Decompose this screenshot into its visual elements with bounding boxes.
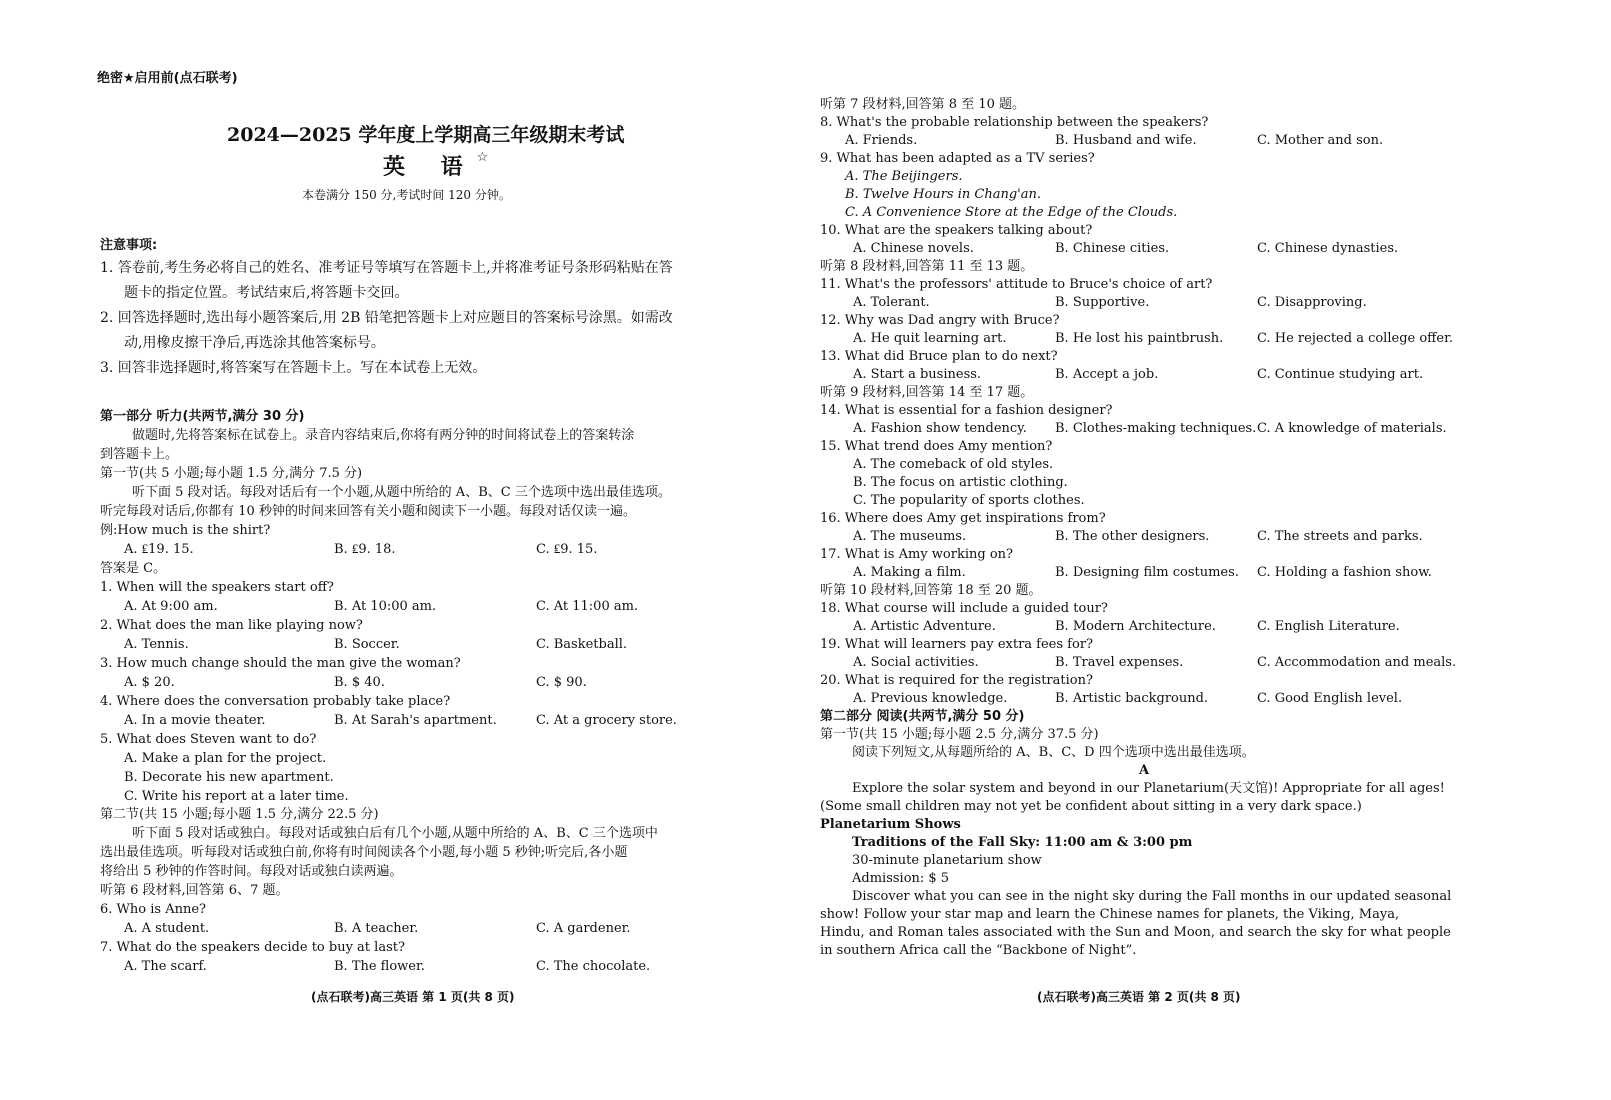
q18-option-c: C. English Literature. xyxy=(1257,619,1400,634)
notes-heading: 注意事项: xyxy=(100,238,158,253)
show-text-3: Hindu, and Roman tales associated with the Sun and Moon, and search the sky for what people xyxy=(820,925,1451,940)
passage-letter: A xyxy=(1139,763,1150,778)
section2-heading: 第二节(共 15 小题;每小题 1.5 分,满分 22.5 分) xyxy=(100,807,379,822)
note-1: 1. 答卷前,考生务必将自己的姓名、准考证号等填写在答题卡上,并将准考证号条形码粘贴在答 xyxy=(100,260,673,276)
question-12: 12. Why was Dad angry with Bruce? xyxy=(820,313,1060,328)
question-2: 2. What does the man like playing now? xyxy=(100,618,363,633)
q8-option-b: B. Husband and wife. xyxy=(1055,133,1197,148)
material-6-heading: 听第 6 段材料,回答第 6、7 题。 xyxy=(100,883,289,898)
q1-option-b: B. At 10:00 am. xyxy=(334,599,437,614)
subject-mark: ☆ xyxy=(476,150,489,165)
q3-option-c: C. $ 90. xyxy=(536,675,587,690)
part1-intro-1: 做题时,先将答案标在试卷上。录音内容结束后,你将有两分钟的时间将试卷上的答案转涂 xyxy=(132,428,635,443)
question-18: 18. What course will include a guided tour? xyxy=(820,601,1108,616)
q10-option-a: A. Chinese novels. xyxy=(853,241,974,256)
shows-heading: Planetarium Shows xyxy=(820,817,961,832)
question-8: 8. What's the probable relationship between the speakers? xyxy=(820,115,1209,130)
q9-option-a: A. The Beijingers. xyxy=(845,169,963,184)
q10-option-c: C. Chinese dynasties. xyxy=(1257,241,1399,256)
question-16: 16. Where does Amy get inspirations from? xyxy=(820,511,1106,526)
q5-option-c: C. Write his report at a later time. xyxy=(124,789,349,804)
exam-title: 2024—2025 学年度上学期高三年级期末考试 xyxy=(227,124,625,146)
passage-intro-1: Explore the solar system and beyond in our Planetarium(天文馆)! Appropriate for all ages! xyxy=(852,781,1445,796)
q17-option-b: B. Designing film costumes. xyxy=(1055,565,1239,580)
page-2-footer: (点石联考)高三英语 第 2 页(共 8 页) xyxy=(1037,990,1241,1004)
q15-option-a: A. The comeback of old styles. xyxy=(853,457,1054,472)
q16-option-b: B. The other designers. xyxy=(1055,529,1210,544)
q11-option-c: C. Disapproving. xyxy=(1257,295,1367,310)
material-8-heading: 听第 8 段材料,回答第 11 至 13 题。 xyxy=(820,259,1034,274)
part2-heading: 第二部分 阅读(共两节,满分 50 分) xyxy=(820,709,1025,724)
question-14: 14. What is essential for a fashion designer? xyxy=(820,403,1113,418)
q3-option-b: B. $ 40. xyxy=(334,675,385,690)
note-2: 2. 回答选择题时,选出每小题答案后,用 2B 铅笔把答题卡上对应题目的答案标号涂黑。如需改 xyxy=(100,310,673,326)
q14-option-a: A. Fashion show tendency. xyxy=(853,421,1027,436)
q7-option-c: C. The chocolate. xyxy=(536,959,651,974)
q12-option-b: B. He lost his paintbrush. xyxy=(1055,331,1224,346)
page-2 xyxy=(800,0,1611,1100)
note-2-cont: 动,用橡皮擦干净后,再选涂其他答案标号。 xyxy=(124,335,385,351)
part1-intro-2: 到答题卡上。 xyxy=(100,447,179,462)
q4-option-c: C. At a grocery store. xyxy=(536,713,677,728)
section1-intro-2: 听完每段对话后,你都有 10 秒钟的时间来回答有关小题和阅读下一小题。每段对话仅读一遍。 xyxy=(100,504,636,519)
example-option-a: A. ₤19. 15. xyxy=(124,542,194,557)
example-option-b: B. ₤9. 18. xyxy=(334,542,396,557)
section1-intro-1: 听下面 5 段对话。每段对话后有一个小题,从题中所给的 A、B、C 三个选项中选出最佳选项。 xyxy=(132,485,671,500)
q15-option-b: B. The focus on artistic clothing. xyxy=(853,475,1068,490)
subject-name: 英 语 xyxy=(383,154,477,180)
question-1: 1. When will the speakers start off? xyxy=(100,580,334,595)
q13-option-b: B. Accept a job. xyxy=(1055,367,1159,382)
confidential-label: 绝密★启用前(点石联考) xyxy=(97,71,238,86)
question-17: 17. What is Amy working on? xyxy=(820,547,1014,562)
q13-option-c: C. Continue studying art. xyxy=(1257,367,1424,382)
section1-heading: 第一节(共 5 小题;每小题 1.5 分,满分 7.5 分) xyxy=(100,466,363,481)
q19-option-c: C. Accommodation and meals. xyxy=(1257,655,1457,670)
q8-option-c: C. Mother and son. xyxy=(1257,133,1384,148)
section2-intro-1: 听下面 5 段对话或独白。每段对话或独白后有几个小题,从题中所给的 A、B、C 三个选项中 xyxy=(132,826,658,841)
question-6: 6. Who is Anne? xyxy=(100,902,206,917)
material-9-heading: 听第 9 段材料,回答第 14 至 17 题。 xyxy=(820,385,1034,400)
example-answer: 答案是 C。 xyxy=(100,561,167,576)
q12-option-a: A. He quit learning art. xyxy=(853,331,1007,346)
show-title: Traditions of the Fall Sky: 11:00 am & 3:00 pm xyxy=(852,835,1193,850)
q20-option-b: B. Artistic background. xyxy=(1055,691,1209,706)
q11-option-b: B. Supportive. xyxy=(1055,295,1150,310)
q2-option-a: A. Tennis. xyxy=(124,637,189,652)
question-10: 10. What are the speakers talking about? xyxy=(820,223,1093,238)
material-7-heading: 听第 7 段材料,回答第 8 至 10 题。 xyxy=(820,97,1026,112)
question-20: 20. What is required for the registration? xyxy=(820,673,1093,688)
q16-option-a: A. The museums. xyxy=(853,529,967,544)
q4-option-a: A. In a movie theater. xyxy=(124,713,266,728)
q15-option-c: C. The popularity of sports clothes. xyxy=(853,493,1085,508)
q9-option-b: B. Twelve Hours in Chang'an. xyxy=(845,187,1041,202)
q3-option-a: A. $ 20. xyxy=(124,675,175,690)
q17-option-c: C. Holding a fashion show. xyxy=(1257,565,1432,580)
q1-option-a: A. At 9:00 am. xyxy=(124,599,218,614)
q13-option-a: A. Start a business. xyxy=(853,367,982,382)
q18-option-b: B. Modern Architecture. xyxy=(1055,619,1216,634)
section2-intro-3: 将给出 5 秒钟的作答时间。每段对话或独白读两遍。 xyxy=(100,864,403,879)
q6-option-a: A. A student. xyxy=(124,921,210,936)
question-19: 19. What will learners pay extra fees for? xyxy=(820,637,1093,652)
note-3: 3. 回答非选择题时,将答案写在答题卡上。写在本试卷上无效。 xyxy=(100,360,487,376)
question-11: 11. What's the professors' attitude to Bruce's choice of art? xyxy=(820,277,1213,292)
section2-intro-2: 选出最佳选项。听每段对话或独白前,你将有时间阅读各个小题,每小题 5 秒钟;听完后,各小题 xyxy=(100,845,628,860)
q4-option-b: B. At Sarah's apartment. xyxy=(334,713,497,728)
part2-intro: 阅读下列短文,从每题所给的 A、B、C、D 四个选项中选出最佳选项。 xyxy=(852,745,1255,760)
show-text-4: in southern Africa call the “Backbone of Night”. xyxy=(820,943,1137,958)
q19-option-b: B. Travel expenses. xyxy=(1055,655,1184,670)
question-3: 3. How much change should the man give the woman? xyxy=(100,656,461,671)
q10-option-b: B. Chinese cities. xyxy=(1055,241,1170,256)
page-1-footer: (点石联考)高三英语 第 1 页(共 8 页) xyxy=(311,990,515,1004)
q5-option-a: A. Make a plan for the project. xyxy=(124,751,327,766)
question-9: 9. What has been adapted as a TV series? xyxy=(820,151,1095,166)
material-10-heading: 听第 10 段材料,回答第 18 至 20 题。 xyxy=(820,583,1042,598)
part1-heading: 第一部分 听力(共两节,满分 30 分) xyxy=(100,409,305,424)
example-option-c: C. ₤9. 15. xyxy=(536,542,598,557)
note-1-cont: 题卡的指定位置。考试结束后,将答题卡交回。 xyxy=(124,285,409,301)
q5-option-b: B. Decorate his new apartment. xyxy=(124,770,334,785)
question-7: 7. What do the speakers decide to buy at last? xyxy=(100,940,405,955)
part2-section1-heading: 第一节(共 15 小题;每小题 2.5 分,满分 37.5 分) xyxy=(820,727,1099,742)
q8-option-a: A. Friends. xyxy=(845,133,918,148)
q19-option-a: A. Social activities. xyxy=(853,655,979,670)
q2-option-b: B. Soccer. xyxy=(334,637,400,652)
question-15: 15. What trend does Amy mention? xyxy=(820,439,1053,454)
q2-option-c: C. Basketball. xyxy=(536,637,628,652)
q14-option-c: C. A knowledge of materials. xyxy=(1257,421,1447,436)
q14-option-b: B. Clothes-making techniques. xyxy=(1055,421,1257,436)
q6-option-c: C. A gardener. xyxy=(536,921,631,936)
question-4: 4. Where does the conversation probably take place? xyxy=(100,694,451,709)
example-question: 例:How much is the shirt? xyxy=(100,523,271,538)
show-text-2: show! Follow your star map and learn the Chinese names for planets, the Viking, Maya, xyxy=(820,907,1400,922)
q7-option-a: A. The scarf. xyxy=(124,959,207,974)
page-1 xyxy=(0,0,800,1100)
q6-option-b: B. A teacher. xyxy=(334,921,419,936)
show-description: 30-minute planetarium show xyxy=(852,853,1042,868)
q17-option-a: A. Making a film. xyxy=(853,565,966,580)
show-text-1: Discover what you can see in the night sky during the Fall months in our updated seasonal xyxy=(852,889,1452,904)
q20-option-a: A. Previous knowledge. xyxy=(853,691,1008,706)
q1-option-c: C. At 11:00 am. xyxy=(536,599,639,614)
show-admission: Admission: $ 5 xyxy=(852,871,950,886)
q12-option-c: C. He rejected a college offer. xyxy=(1257,331,1454,346)
exam-subtitle: 本卷满分 150 分,考试时间 120 分钟。 xyxy=(302,188,511,202)
question-13: 13. What did Bruce plan to do next? xyxy=(820,349,1058,364)
passage-intro-2: (Some small children may not yet be confident about sitting in a very dark space.) xyxy=(820,799,1362,814)
subject-title xyxy=(383,150,488,181)
q18-option-a: A. Artistic Adventure. xyxy=(853,619,996,634)
q7-option-b: B. The flower. xyxy=(334,959,425,974)
q16-option-c: C. The streets and parks. xyxy=(1257,529,1423,544)
q9-option-c: C. A Convenience Store at the Edge of the Clouds. xyxy=(845,205,1178,220)
q11-option-a: A. Tolerant. xyxy=(853,295,930,310)
question-5: 5. What does Steven want to do? xyxy=(100,732,317,747)
q20-option-c: C. Good English level. xyxy=(1257,691,1403,706)
